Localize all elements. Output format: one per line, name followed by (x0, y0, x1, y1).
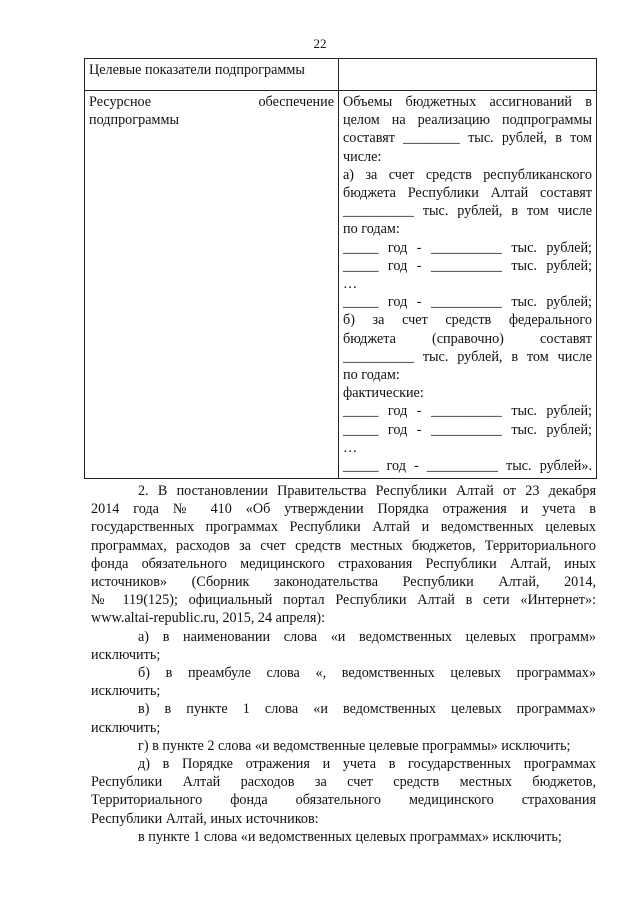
subprogram-passport-table (84, 58, 597, 479)
cell-line: __________ тыс. рублей, в том числе (343, 348, 592, 365)
text-line: исключить; (91, 683, 161, 700)
text-line: государственных программах Республики Алтай и ведомственных целевых (91, 519, 596, 536)
cell-line: числе: (343, 148, 382, 165)
text-line: г) в пункте 2 слова «и ведомственные целевые программы» исключить; (138, 737, 571, 754)
text-line: исключить; (91, 719, 161, 736)
table-cell-label: Целевые показатели подпрограммы (85, 59, 339, 91)
cell-line: Ресурсное обеспечение (89, 94, 334, 110)
text-line: www.altai-republic.ru, 2015, 24 апреля): (91, 610, 326, 627)
cell-line: бюджета Республики Алтай составят (343, 185, 592, 202)
page-number: 22 (313, 36, 327, 51)
cell-line: целом на реализацию подпрограммы (343, 112, 592, 129)
cell-line: по годам: (343, 367, 400, 384)
text-line: в пункте 1 слова «и ведомственных целевых программах» исключить; (138, 828, 562, 845)
text-line: Республики Алтай расходов за счет средств местных бюджетов, (91, 774, 596, 791)
cell-line: подпрограммы (89, 112, 179, 129)
table-cell-value (339, 59, 597, 91)
text-line: исключить; (91, 646, 161, 663)
cell-line: _____ год - __________ тыс. рублей; (343, 403, 592, 420)
table-row (85, 91, 597, 479)
table-row (85, 59, 597, 91)
cell-line: _____ год - __________ тыс. рублей; (343, 421, 592, 438)
text-line: д) в Порядке отражения и учета в государственных программах (138, 756, 596, 773)
text-line: а) в наименовании слова «и ведомственных целевых программ» (138, 628, 596, 645)
text-line: № 119(125); официальный портал Республики Алтай в сети «Интернет»: (91, 592, 596, 609)
text-line: б) в преамбуле слова «, ведомственных целевых программах» (138, 665, 596, 682)
cell-line: _____ год - __________ тыс. рублей; (343, 239, 592, 256)
text-line: в) в пункте 1 слова «и ведомственных целевых программах» (138, 701, 596, 718)
text-line: 2014 года № 410 «Об утверждении Порядка отражения и учета в (91, 501, 596, 518)
cell-line: а) за счет средств республиканского (343, 166, 592, 183)
table-cell-label (85, 91, 339, 479)
cell-line: бюджета (справочно) составят (343, 330, 592, 347)
cell-line: фактические: (343, 385, 424, 402)
cell-line: … (343, 276, 358, 293)
text-line: источников» (Сборник законодательства Республики Алтай, 2014, (91, 574, 596, 591)
paragraph-2 (91, 482, 596, 628)
document-body (91, 482, 596, 846)
cell-line: по годам: (343, 221, 400, 238)
cell-line: __________ тыс. рублей, в том числе (343, 203, 592, 220)
text-line: 2. В постановлении Правительства Республики Алтай от 23 декабря (138, 483, 596, 499)
cell-line: _____ год - __________ тыс. рублей». (343, 458, 592, 475)
table-cell-value (339, 91, 597, 479)
text-line: программах, расходов за счет средств местных бюджетов, Территориального (91, 537, 596, 554)
paragraph-d (91, 737, 596, 755)
text-line: фонда обязательного медицинского страхования Республики Алтай, иных (91, 555, 596, 572)
cell-line: _____ год - __________ тыс. рублей; (343, 257, 592, 274)
cell-line: составят ________ тыс. рублей, в том (343, 130, 592, 147)
paragraph-c (91, 700, 596, 736)
paragraph-e (91, 755, 596, 828)
paragraph-b (91, 664, 596, 700)
cell-line: б) за счет средств федерального (343, 312, 592, 329)
cell-line: _____ год - __________ тыс. рублей; (343, 294, 592, 311)
paragraph-a (91, 628, 596, 664)
paragraph-f (91, 828, 596, 846)
cell-line: … (343, 439, 358, 456)
text-line: Республики Алтай, иных источников: (91, 810, 319, 827)
text-line: Территориального фонда обязательного медицинского страхования (91, 792, 596, 809)
cell-line: Объемы бюджетных ассигнований в (343, 94, 592, 110)
